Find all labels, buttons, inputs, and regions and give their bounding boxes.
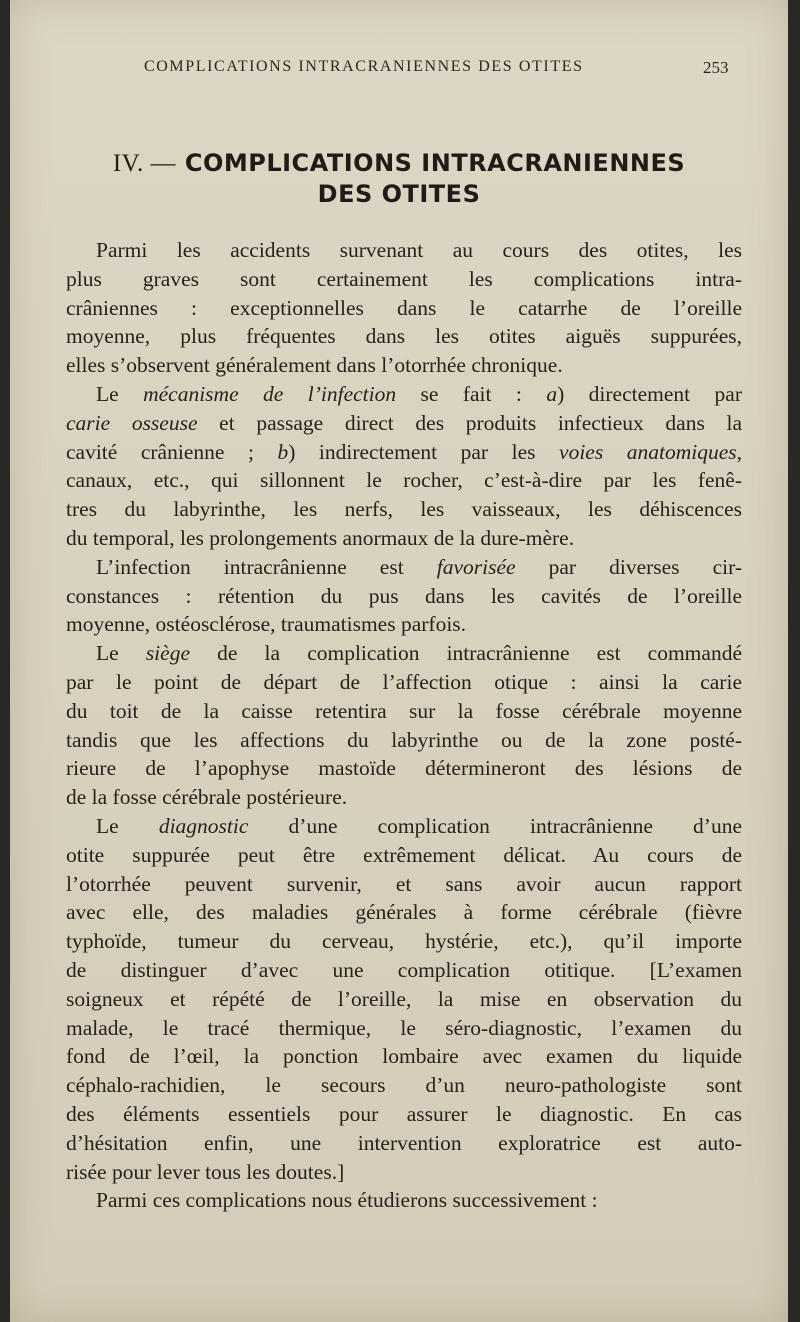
text-line [66,812,742,841]
text-line [66,985,742,1014]
text-line [66,783,742,812]
running-head [10,58,788,82]
paragraph [66,553,742,639]
text-line [66,380,742,409]
italic-text: voies anatomiques [559,439,737,464]
text-line [66,1129,742,1158]
text-line [66,322,742,351]
text-run: avec elle, des maladies générales à forme cérébrale (fièvre [66,900,742,925]
text-line [66,438,742,467]
text-run: l’otorrhée peuvent survenir, et sans avoir aucun rapport [66,871,742,896]
text-line [66,870,742,899]
text-run: otite suppurée peut être extrêmement délicat. Au cours de [66,842,742,867]
text-run: Le [96,813,159,838]
text-run: Le [96,641,146,666]
text-run: de distinguer d’avec une complication otitique. [L’examen [66,957,742,982]
chapter-title-text: COMPLICATIONS INTRACRANIENNES [184,149,686,177]
text-run: Le [96,381,144,406]
italic-text: carie osseuse [66,410,198,435]
text-line [66,956,742,985]
text-run: canaux, etc., qui sillonnent le rocher, c’est-à-dire par les fenê- [66,468,742,493]
text-line [66,610,742,639]
page-number: 253 [703,58,729,77]
text-line [66,639,742,668]
italic-text: siège [145,641,190,666]
text-run: constances : rétention du pus dans les cavités de l’oreille [66,583,742,608]
text-run: malade, le tracé thermique, le séro-diagnostic, l’examen du [66,1015,742,1040]
text-run: du temporal, les prolongements anormaux de la dure-mère. [66,525,575,550]
text-line [66,1158,742,1187]
text-run: Parmi ces complications nous étudierons successivement : [96,1188,598,1213]
text-run: tres du labyrinthe, les nerfs, les vaisseaux, les déhiscences [66,497,742,522]
text-run: Parmi les accidents survenant au cours des otites, les [96,238,742,262]
text-line [66,1186,742,1215]
text-line [66,927,742,956]
book-page [10,0,788,1322]
chapter-number: IV. — [112,150,176,177]
text-line [66,495,742,524]
text-line [66,582,742,611]
text-run: se fait : [396,381,547,406]
text-run: d’hésitation enfin, une intervention exploratrice est auto- [66,1130,742,1155]
text-line [66,351,742,380]
text-run: L’infection intracrânienne est [96,554,437,579]
text-line [66,265,742,294]
paragraph [66,639,742,812]
italic-text: b [277,439,289,464]
text-run: cavité crânienne ; [66,439,278,464]
text-run: risée pour lever tous les doutes.] [66,1159,345,1184]
text-run: des éléments essentiels pour assurer le diagnostic. En cas [66,1101,742,1126]
running-title: COMPLICATIONS INTRACRANIENNES DES OTITES [144,58,584,75]
paragraph [66,236,742,380]
text-line [66,466,742,495]
text-run: moyenne, plus fréquentes dans les otites aiguës suppurées, [66,324,742,349]
paragraph [66,380,742,553]
text-run: soigneux et répété de l’oreille, la mise en observation du [66,986,742,1011]
text-run: crâniennes : exceptionnelles dans le catarrhe de l’oreille [66,295,742,320]
italic-text: mécanisme de l’infection [143,381,397,406]
text-line [66,1014,742,1043]
text-run: fond de l’œil, la ponction lombaire avec examen du liquide [66,1044,742,1069]
text-line [66,553,742,582]
text-run: de la fosse cérébrale postérieure. [66,785,348,810]
text-line [66,697,742,726]
text-run: de la complication intracrânienne est commandé [190,641,742,666]
text-line [66,1100,742,1129]
text-line [66,841,742,870]
text-run: par le point de départ de l’affection otique : ainsi la carie [66,669,742,694]
text-run: d’une complication intracrânienne d’une [248,813,742,838]
body-text [66,236,742,1215]
text-run: plus graves sont certainement les complications intra- [66,266,742,291]
text-line [66,409,742,438]
text-run: ) directement par [557,381,742,406]
text-run: céphalo-rachidien, le secours d’un neuro-pathologiste sont [66,1073,742,1098]
text-line [66,1042,742,1071]
text-line [66,236,742,265]
text-line [66,726,742,755]
text-run: ) indirectement par les [288,439,560,464]
text-run: par diverses cir- [515,554,743,579]
text-line [66,1071,742,1100]
text-run: du toit de la caisse retentira sur la fosse cérébrale moyenne [66,698,742,723]
paragraph [66,1186,742,1215]
paragraph [66,812,742,1186]
italic-text: a [546,381,558,406]
text-line [66,898,742,927]
text-line [66,524,742,553]
text-run: moyenne, ostéosclérose, traumatismes parfois. [66,612,467,637]
chapter-title-line-1 [10,148,788,179]
text-run: typhoïde, tumeur du cerveau, hystérie, etc.), qu’il importe [66,929,742,954]
italic-text: diagnostic [158,813,249,838]
chapter-title-line-2: DES OTITES [317,180,481,208]
text-run: tandis que les affections du labyrinthe ou de la zone posté- [66,727,742,752]
text-run: rieure de l’apophyse mastoïde détermineront des lésions de [66,756,742,781]
text-line [66,668,742,697]
chapter-title [10,148,788,210]
italic-text: favorisée [436,554,516,579]
text-line [66,294,742,323]
text-run: et passage direct des produits infectieux dans la [197,410,742,435]
text-run: , [736,439,742,464]
text-run: elles s’observent généralement dans l’otorrhée chronique. [66,353,563,378]
text-line [66,754,742,783]
